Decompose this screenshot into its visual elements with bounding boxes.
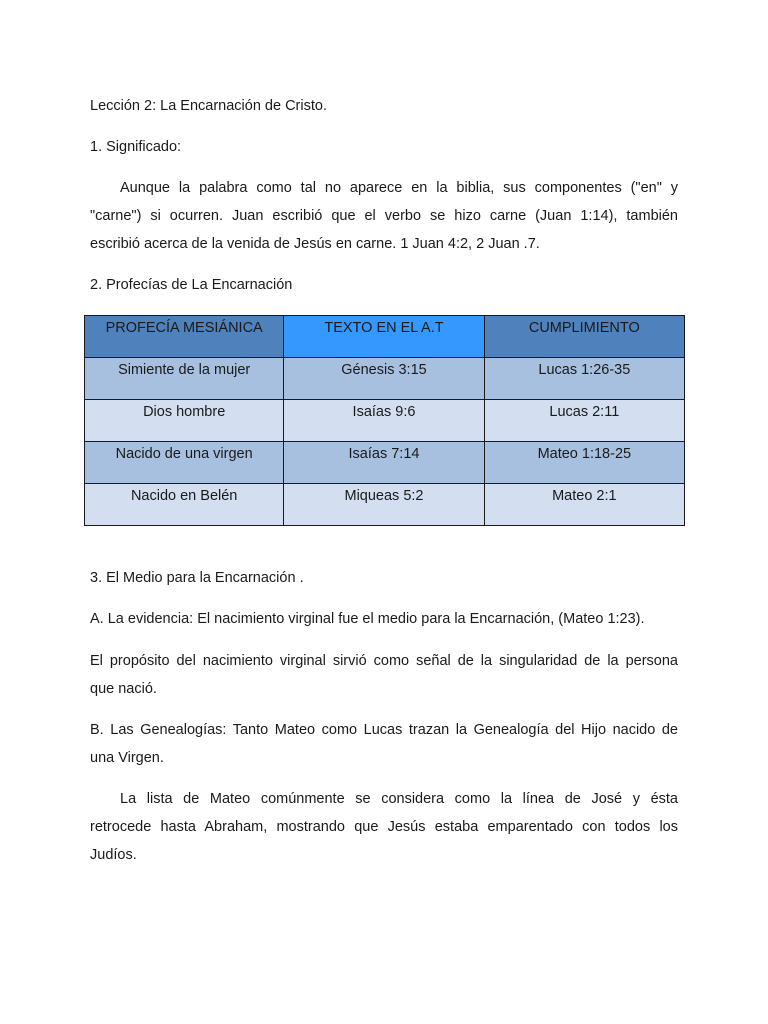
header-cell: CUMPLIMIENTO: [484, 316, 684, 358]
section-1-heading: 1. Significado:: [90, 139, 182, 155]
table-cell: Lucas 2:11: [484, 400, 684, 442]
mateo-line-3: Judíos.: [90, 847, 137, 863]
table-cell: Isaías 9:6: [284, 400, 484, 442]
genealogies-label: B. Las Genealogías:: [90, 722, 227, 738]
table-cell: Mateo 2:1: [484, 484, 684, 526]
table-cell: Miqueas 5:2: [284, 484, 484, 526]
purpose-line-2: que nació.: [90, 681, 157, 697]
section-1-line-3: escribió acerca de la venida de Jesús en carne. 1 Juan 4:2, 2 Juan .7.: [90, 236, 540, 252]
lesson-title: Lección 2: La Encarnación de Cristo.: [90, 98, 327, 114]
genealogies-line-1: [90, 716, 678, 744]
header-cell: PROFECÍA MESIÁNICA: [85, 316, 284, 358]
table-cell: Dios hombre: [85, 400, 284, 442]
table-row: [85, 442, 685, 484]
purpose-line-1: El propósito del nacimiento virginal sirvió como señal de la singularidad de la persona: [90, 653, 678, 669]
section-1-line-2: "carne") si ocurren. Juan escribió que el verbo se hizo carne (Juan 1:14), también: [90, 208, 678, 224]
section-1-paragraph: [90, 174, 678, 258]
genealogies-text: Tanto Mateo como Lucas trazan la Genealogía del Hijo nacido de: [226, 722, 678, 738]
genealogies-paragraph: [90, 716, 678, 772]
mateo-line-1: La lista de Mateo comúnmente se considera como la línea de José y ésta: [120, 791, 678, 807]
table-row: [85, 484, 685, 526]
genealogies-line-2: una Virgen.: [90, 750, 164, 766]
prophecy-table: [84, 315, 685, 526]
table-cell: Isaías 7:14: [284, 442, 484, 484]
table-cell: Lucas 1:26-35: [484, 358, 684, 400]
evidence-paragraph: [90, 605, 645, 633]
evidence-label: A. La evidencia:: [90, 611, 194, 627]
section-1-line-1: Aunque la palabra como tal no aparece en la biblia, sus componentes ("en" y: [120, 180, 678, 196]
table-cell: Simiente de la mujer: [85, 358, 284, 400]
mateo-line-2: retrocede hasta Abraham, mostrando que Jesús estaba emparentado con todos los: [90, 819, 678, 835]
evidence-text: El nacimiento virginal fue el medio para la Encarnación, (Mateo 1:23).: [193, 611, 645, 627]
table-cell: Génesis 3:15: [284, 358, 484, 400]
mateo-paragraph: [90, 785, 678, 869]
table-row: [85, 358, 685, 400]
table-row: [85, 400, 685, 442]
header-cell: TEXTO EN EL A.T: [284, 316, 484, 358]
table-cell: Nacido de una virgen: [85, 442, 284, 484]
prophecy-table-wrapper: [84, 315, 685, 526]
purpose-paragraph: [90, 647, 678, 703]
section-2-heading: 2. Profecías de La Encarnación: [90, 277, 293, 293]
table-header-row: [85, 316, 685, 358]
table-cell: Mateo 1:18-25: [484, 442, 684, 484]
section-3-heading: 3. El Medio para la Encarnación .: [90, 570, 304, 586]
table-cell: Nacido en Belén: [85, 484, 284, 526]
